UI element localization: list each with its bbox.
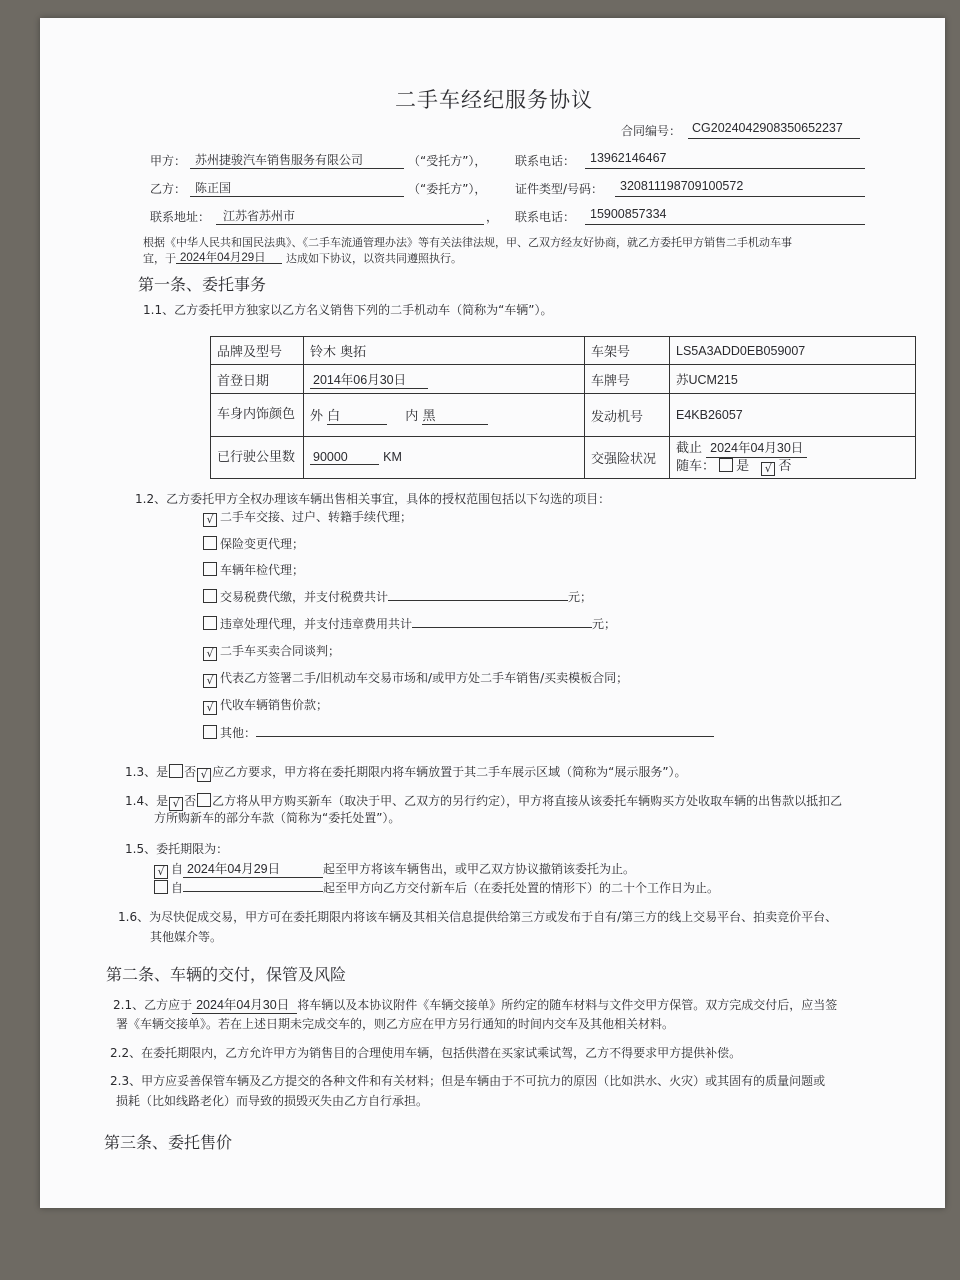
color-cell <box>304 394 585 437</box>
auth-checkbox[interactable] <box>203 616 217 630</box>
brand-label: 品牌及型号 <box>211 337 304 365</box>
plate-label: 车牌号 <box>585 365 670 394</box>
table-row <box>211 337 916 365</box>
auth-item-tail: 元； <box>592 617 617 631</box>
auth-item-label: 违章处理代理，并支付违章费用共计 <box>220 617 413 631</box>
auth-checkbox[interactable] <box>203 589 217 603</box>
address-underline <box>216 224 484 225</box>
contract-no-label: 合同编号： <box>621 124 682 138</box>
with-car-label: 随车： <box>676 458 716 474</box>
insurance-prefix: 截止 <box>676 440 703 456</box>
auth-checkbox[interactable]: √ <box>203 674 217 688</box>
table-row <box>211 437 916 479</box>
section-1-title: 第一条、委托事务 <box>138 275 267 294</box>
interior-value: 黑 <box>422 405 488 425</box>
address-value: 江苏省苏州市 <box>223 209 296 223</box>
term-option-2 <box>154 879 719 896</box>
clause-1-6-line2: 其他媒介等。 <box>150 930 223 944</box>
engine-label: 发动机号 <box>585 394 670 437</box>
clause-1-3 <box>125 763 687 782</box>
mileage-value: 90000 <box>310 450 379 465</box>
exterior-label: 外 <box>310 409 324 424</box>
other-blank[interactable] <box>256 724 714 737</box>
party-a-underline <box>190 168 404 169</box>
auth-item <box>203 724 714 741</box>
with-car-yes-label: 是 <box>736 458 750 474</box>
preamble-line1: 根据《中华人民共和国民法典》、《二手车流通管理办法》等有关法律法规，甲、乙双方经友好协商，就乙方委托甲方销售二手机动车事 <box>143 236 792 249</box>
party-b-role: （“委托方”）， <box>408 182 487 196</box>
auth-checkbox[interactable] <box>203 562 217 576</box>
party-a-phone-underline <box>585 168 865 169</box>
section-3-title: 第三条、委托售价 <box>104 1133 233 1152</box>
auth-checkbox[interactable] <box>203 536 217 550</box>
auth-item <box>203 615 616 632</box>
document-title: 二手车经纪服务协议 <box>395 88 593 112</box>
auth-item-label: 二手车买卖合同谈判； <box>220 644 341 658</box>
term-option-1 <box>154 859 635 879</box>
with-car-no-label: 否 <box>778 458 792 474</box>
clause-1-5-header <box>125 840 228 857</box>
auth-item <box>203 669 628 688</box>
clause-1-6-line1: 1.6、为尽快促成交易，甲方可在委托期限内将该车辆及其相关信息提供给第三方或发布于自有/第三方的线上交易平台、拍卖竞价平台、 <box>118 910 838 924</box>
clause-2-2: 2.2、在委托期限内，乙方允许甲方为销售目的合理使用车辆，包括供潜在买家试乘试驾，乙方不得要求甲方提供补偿。 <box>110 1046 742 1060</box>
party-b-name: 陈正国 <box>195 181 232 195</box>
auth-checkbox[interactable]: √ <box>203 701 217 715</box>
clause-1-3-yes-checkbox[interactable] <box>169 764 183 778</box>
party-b-id-label: 证件类型/号码： <box>515 182 604 196</box>
reg-date-value: 2014年06月30日 <box>310 370 428 389</box>
preamble-date: 2024年04月29日 <box>180 252 266 264</box>
tax-amount-blank[interactable] <box>388 588 568 601</box>
reg-date-label: 首登日期 <box>211 365 304 394</box>
auth-item-label: 代表乙方签署二手/旧机动车交易市场和/或甲方处二手车销售/买卖模板合同； <box>220 671 629 685</box>
party-b-phone-label: 联系电话： <box>515 210 576 224</box>
clause-1-4-line1: 乙方将从甲方购买新车（取决于甲、乙双方的另行约定），甲方将直接从该委托车辆购买方处收取车辆的出售款以抵扣乙 <box>212 794 843 808</box>
term-option-1-date: 2024年04月29日 <box>183 859 323 878</box>
violation-amount-blank[interactable] <box>412 615 592 628</box>
auth-checkbox[interactable]: √ <box>203 647 217 661</box>
clause-2-3-line1: 2.3、甲方应妥善保管车辆及乙方提交的各种文件和有关材料；但是车辆由于不可抗力的原因（比如洪水、火灾）或其固有的质量问题或 <box>110 1074 826 1088</box>
table-row <box>211 394 916 437</box>
clause-1-4-num: 1.4、 <box>125 794 157 808</box>
table-row <box>211 365 916 394</box>
contract-page <box>40 18 945 1208</box>
color-label: 车身内饰颜色 <box>211 394 304 437</box>
auth-item-label: 保险变更代理； <box>220 537 305 551</box>
party-b-underline <box>190 196 404 197</box>
term-option-1-text: 起至甲方将该车辆售出，或甲乙双方协议撤销该委托为止。 <box>323 862 636 876</box>
auth-item-label: 其他： <box>220 726 257 740</box>
clause-2-1-line2: 署《车辆交接单》。若在上述日期未完成交车的，则乙方应在甲方另行通知的时间内交车及其他相关材料。 <box>116 1017 675 1031</box>
clause-2-3-line2: 损耗（比如线路老化）而导致的损毁灭失由乙方自行承担。 <box>116 1094 429 1108</box>
vin-label: 车架号 <box>585 337 670 365</box>
term-option-1-prefix: 自 <box>171 862 184 876</box>
with-car-yes-checkbox[interactable] <box>719 458 733 472</box>
mileage-cell <box>304 437 585 479</box>
insurance-cell <box>670 437 916 479</box>
vehicle-table <box>210 336 916 479</box>
party-b-label: 乙方： <box>150 182 187 196</box>
term-option-2-date-blank[interactable] <box>183 879 323 892</box>
term-option-1-checkbox[interactable]: √ <box>154 865 168 879</box>
auth-item-label: 代收车辆销售价款； <box>220 698 329 712</box>
preamble-line2-start: 宜，于 <box>143 252 176 265</box>
brand-value: 铃木 奥拓 <box>304 337 585 365</box>
auth-item <box>203 535 304 552</box>
insurance-date: 2024年04月30日 <box>706 440 807 458</box>
exterior-value: 白 <box>327 405 387 425</box>
vin-value: LS5A3ADD0EB059007 <box>670 337 916 365</box>
clause-1-3-text: 应乙方要求，甲方将在委托期限内将车辆放置于其二手车展示区域（简称为“展示服务”）。 <box>212 765 687 779</box>
preamble-line2-end: 达成如下协议，以资共同遵照执行。 <box>286 252 462 265</box>
auth-checkbox[interactable] <box>203 725 217 739</box>
auth-item-tail: 元； <box>568 590 593 604</box>
clause-2-1-line1 <box>113 995 837 1014</box>
clause-1-5-num: 1.5、 <box>125 842 157 856</box>
clause-1-3-num: 1.3、 <box>125 765 157 779</box>
auth-item-label: 交易税费代缴，并支付税费共计 <box>220 590 389 604</box>
clause-2-1-start: 2.1、乙方应于 <box>113 998 193 1012</box>
interior-label: 内 <box>405 409 419 424</box>
auth-item-label: 二手车交接、过户、转籍手续代理； <box>220 510 413 524</box>
clause-1-3-yes-label: 是 <box>156 765 169 779</box>
party-b-id-underline <box>615 196 865 197</box>
contract-no: CG2024042908350652237 <box>692 121 843 135</box>
auth-item-label: 车辆年检代理； <box>220 563 305 577</box>
party-a-name: 苏州捷骏汽车销售服务有限公司 <box>195 153 364 167</box>
clause-1-4-no-checkbox[interactable] <box>197 793 211 807</box>
party-b-phone-underline <box>585 224 865 225</box>
section-2-title: 第二条、车辆的交付，保管及风险 <box>106 965 347 984</box>
clause-2-1-end: 将车辆以及本协议附件《车辆交接单》所约定的随车材料与文件交甲方保管。双方完成交付后，应当签 <box>297 998 838 1012</box>
mileage-label: 已行驶公里数 <box>211 437 304 479</box>
preamble-date-underline <box>176 263 282 264</box>
clause-2-1-date: 2024年04月30日 <box>192 995 297 1014</box>
term-option-2-prefix: 自 <box>171 881 184 895</box>
address-comma: ， <box>486 210 499 224</box>
auth-item <box>203 642 340 661</box>
auth-item <box>203 508 412 527</box>
term-option-2-text: 起至甲方向乙方交付新车后（在委托处置的情形下）的二十个工作日为止。 <box>323 881 720 895</box>
party-b-phone: 15900857334 <box>590 207 667 221</box>
address-label: 联系地址： <box>150 210 211 224</box>
clause-1-2: 1.2、乙方委托甲方全权办理该车辆出售相关事宜，具体的授权范围包括以下勾选的项目： <box>135 492 611 506</box>
clause-1-4-no-label: 否 <box>184 794 197 808</box>
contract-no-underline <box>688 138 860 139</box>
clause-1-4-yes-checkbox[interactable]: √ <box>169 797 183 811</box>
clause-1-3-no-label: 否 <box>184 765 197 779</box>
party-a-phone: 13962146467 <box>590 151 667 165</box>
auth-item <box>203 588 592 605</box>
clause-1-5-label: 委托期限为： <box>156 842 229 856</box>
auth-checkbox[interactable]: √ <box>203 513 217 527</box>
auth-item <box>203 561 304 578</box>
term-option-2-checkbox[interactable] <box>154 880 168 894</box>
clause-1-3-no-checkbox[interactable]: √ <box>197 768 211 782</box>
party-a-role: （“受托方”）， <box>408 154 487 168</box>
party-a-label: 甲方： <box>150 154 187 168</box>
clause-1-4-line2: 方所购新车的部分车款（简称为“委托处置”）。 <box>154 811 401 825</box>
clause-1-1: 1.1、乙方委托甲方独家以乙方名义销售下列的二手机动车（简称为“车辆”）。 <box>143 303 553 317</box>
party-a-phone-label: 联系电话： <box>515 154 576 168</box>
with-car-no-checkbox[interactable]: √ <box>761 462 775 476</box>
reg-date-cell <box>304 365 585 394</box>
insurance-label: 交强险状况 <box>585 437 670 479</box>
party-b-id: 320811198709100572 <box>620 179 744 193</box>
clause-1-4-yes-label: 是 <box>156 794 169 808</box>
mileage-unit: KM <box>383 450 402 464</box>
engine-value: E4KB26057 <box>670 394 916 437</box>
plate-value: 苏UCM215 <box>670 365 916 394</box>
auth-item <box>203 696 328 715</box>
